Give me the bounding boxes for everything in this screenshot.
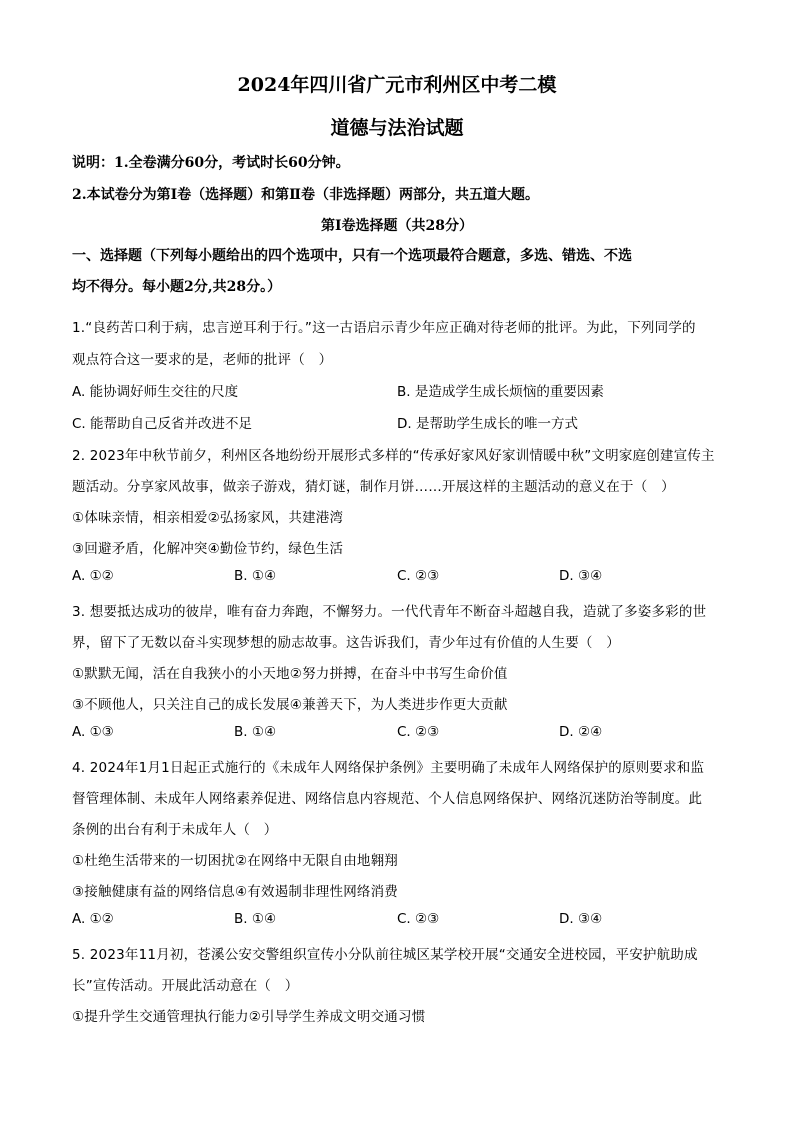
- option-d[interactable]: D. ②④: [559, 724, 603, 740]
- question-stem-line: 观点符合这一要求的是，老师的批评（ ）: [72, 352, 333, 368]
- option-d[interactable]: D. 是帮助学生成长的唯一方式: [397, 416, 578, 432]
- option-c[interactable]: C. ②③: [397, 911, 440, 927]
- question-stem-line: 题活动。分享家风故事，做亲子游戏，猜灯谜，制作月饼……开展这样的主题活动的意义在于（ ）: [72, 479, 675, 495]
- question-stem-line: 3. 想要抵达成功的彼岸，唯有奋力奔跑，不懈努力。一代代青年不断奋斗超越自我，造就了多姿多彩的世: [72, 604, 707, 620]
- question-stem-line: 4. 2024年1月1日起正式施行的《未成年人网络保护条例》主要明确了未成年人网络保护的原则要求和监: [72, 760, 705, 776]
- instruction-line-2: 2.本试卷分为第Ⅰ卷（选择题）和第Ⅱ卷（非选择题）两部分，共五道大题。: [72, 187, 539, 203]
- option-b[interactable]: B. ①④: [234, 568, 277, 584]
- question-stem-line: 5. 2023年11月初，苍溪公安交警组织宣传小分队前往城区某学校开展“交通安全进校园，平安护航助成: [72, 947, 698, 963]
- statement-line: ①杜绝生活带来的一切困扰②在网络中无限自由地翱翔: [72, 853, 399, 869]
- option-d[interactable]: D. ③④: [559, 568, 603, 584]
- option-c[interactable]: C. ②③: [397, 724, 440, 740]
- option-a[interactable]: A. ①②: [72, 911, 114, 927]
- option-a[interactable]: A. 能协调好师生交往的尺度: [72, 384, 239, 400]
- question-stem-line: 1.“良药苦口利于病，忠言逆耳利于行。”这一古语启示青少年应正确对待老师的批评。为此，下列同学的: [72, 320, 696, 336]
- option-b[interactable]: B. ①④: [234, 911, 277, 927]
- question-stem-line: 2. 2023年中秋节前夕，利州区各地纷纷开展形式多样的“传承好家风好家训情暖中秋”文明家庭创建宣传主: [72, 448, 715, 464]
- statement-line: ①体味亲情，相亲相爱②弘扬家风，共建港湾: [72, 510, 344, 526]
- option-b[interactable]: B. 是造成学生成长烦恼的重要因素: [397, 384, 604, 400]
- instruction-line-1: 说明：1.全卷满分60分，考试时长60分钟。: [72, 155, 350, 171]
- statement-line: ①默默无闻，活在自我狭小的小天地②努力拼搏，在奋斗中书写生命价值: [72, 666, 508, 682]
- section-title: 第Ⅰ卷选择题（共28分）: [320, 218, 474, 234]
- option-a[interactable]: A. ①③: [72, 724, 114, 740]
- statement-line: ③不顾他人，只关注自己的成长发展④兼善天下，为人类进步作更大贡献: [72, 697, 508, 713]
- option-c[interactable]: C. ②③: [397, 568, 440, 584]
- statement-line: ③接触健康有益的网络信息④有效遏制非理性网络消费: [72, 884, 399, 900]
- question-stem-line: 督管理体制、未成年人网络素养促进、网络信息内容规范、个人信息网络保护、网络沉迷防治等制度。此: [72, 791, 703, 807]
- option-a[interactable]: A. ①②: [72, 568, 114, 584]
- exam-title: 2024年四川省广元市利州区中考二模: [237, 74, 557, 96]
- section-heading-line-2: 均不得分。每小题2分,共28分。）: [72, 279, 282, 295]
- question-stem-line: 长”宣传活动。开展此活动意在（ ）: [72, 978, 299, 994]
- question-stem-line: 条例的出台有利于未成年人（ ）: [72, 822, 278, 838]
- question-stem-line: 界，留下了无数以奋斗实现梦想的励志故事。这告诉我们，青少年过有价值的人生要（ ）: [72, 635, 620, 651]
- section-heading-line-1: 一、选择题（下列每小题给出的四个选项中，只有一个选项最符合题意，多选、错选、不选: [72, 248, 632, 264]
- option-d[interactable]: D. ③④: [559, 911, 603, 927]
- statement-line: ③回避矛盾，化解冲突④勤俭节约，绿色生活: [72, 541, 344, 557]
- exam-subtitle: 道德与法治试题: [330, 117, 464, 139]
- statement-line: ①提升学生交通管理执行能力②引导学生养成文明交通习惯: [72, 1009, 426, 1025]
- option-c[interactable]: C. 能帮助自己反省并改进不足: [72, 416, 253, 432]
- option-b[interactable]: B. ①④: [234, 724, 277, 740]
